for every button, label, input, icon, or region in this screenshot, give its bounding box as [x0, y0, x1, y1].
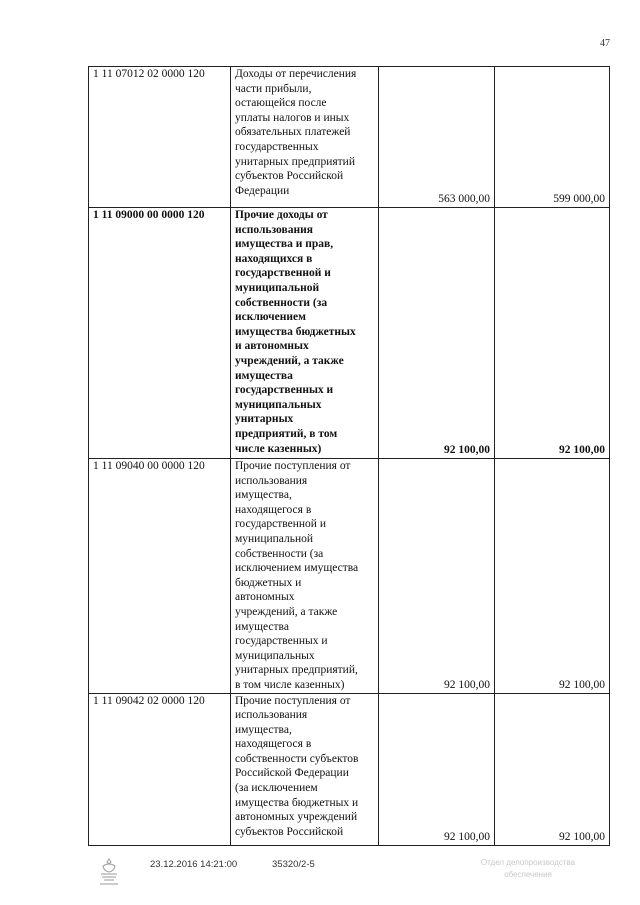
income-name-line: в том числе казенных): [235, 678, 345, 691]
income-name-line: находящегося в: [235, 738, 312, 751]
income-name-line: имущества бюджетных: [235, 325, 356, 338]
registry-seal-icon: [96, 857, 122, 887]
income-name-line: муниципальных: [235, 398, 322, 411]
income-name-line: предприятий, в том: [235, 427, 338, 440]
income-name-line: муниципальных: [235, 649, 315, 662]
table-row: [89, 67, 610, 208]
income-name-line: имущества: [235, 620, 289, 633]
income-name-line: собственности субъектов: [235, 752, 359, 765]
income-name-line: государственной и: [235, 267, 331, 280]
income-name-line: части прибыли,: [235, 82, 312, 95]
footer-watermark-line-2: обеспечения: [504, 870, 552, 879]
income-code-cell: 1 11 09000 00 0000 120: [89, 208, 231, 459]
budget-table: [88, 66, 610, 846]
income-name-line: находящихся в: [235, 252, 313, 265]
amount-year-1-cell: 92 100,00: [379, 208, 495, 459]
amount-year-2-cell: 92 100,00: [495, 693, 610, 845]
income-name-line: Прочие доходы от: [235, 209, 328, 221]
amount-year-1-cell: 92 100,00: [379, 459, 495, 694]
amount-year-2-cell: 92 100,00: [495, 459, 610, 694]
income-name-line: имущества и прав,: [235, 238, 334, 251]
table-row: [89, 208, 610, 459]
amount-year-2-cell: 92 100,00: [495, 208, 610, 459]
footer-timestamp: 23.12.2016 14:21:00: [150, 859, 238, 870]
income-name-line: Доходы от перечисления: [235, 68, 357, 80]
income-code-cell: 1 11 09042 02 0000 120: [89, 693, 231, 845]
budget-table-body: [89, 67, 610, 846]
page-footer: [0, 859, 640, 899]
income-name-line: муниципальной: [235, 281, 320, 294]
income-name-line: унитарных: [235, 413, 294, 426]
income-name-line: автономных: [235, 591, 295, 604]
income-name-line: субъектов Российской: [235, 170, 344, 183]
amount-year-1-cell: 92 100,00: [379, 693, 495, 845]
income-name-line: государственных и: [235, 384, 334, 397]
income-name-line: учреждений, а также: [235, 354, 344, 367]
income-name-cell: [231, 67, 379, 208]
income-name-cell: [231, 208, 379, 459]
income-name-cell: [231, 459, 379, 694]
amount-year-1-cell: 563 000,00: [379, 67, 495, 208]
income-name-line: имущества,: [235, 489, 292, 502]
income-name-line: собственности (за: [235, 547, 324, 560]
income-name-line: обязательных платежей: [235, 126, 351, 139]
income-name-line: имущества: [235, 369, 293, 382]
income-name-line: использования: [235, 223, 313, 236]
income-name-line: Прочие поступления от: [235, 694, 351, 707]
income-name-line: муниципальной: [235, 532, 314, 545]
income-name-line: государственных: [235, 140, 319, 153]
income-code-cell: 1 11 09040 00 0000 120: [89, 459, 231, 694]
footer-watermark-line-1: Отдел делопроизводства: [480, 858, 576, 867]
income-name-line: учреждений, а также: [235, 605, 338, 618]
income-name-line: государственной и: [235, 518, 326, 531]
income-name-line: Федерации: [235, 184, 290, 197]
footer-document-number: 35320/2-5: [272, 859, 315, 870]
income-name-line: остающейся после: [235, 97, 327, 110]
income-name-cell: [231, 693, 379, 845]
footer-watermark: [448, 857, 608, 881]
income-name-line: имущества,: [235, 723, 292, 736]
income-name-line: числе казенных): [235, 442, 322, 455]
income-name-line: имущества бюджетных и: [235, 796, 359, 809]
income-name-line: уплаты налогов и иных: [235, 111, 350, 124]
income-name-line: исключением имущества: [235, 562, 359, 575]
income-name-line: субъектов Российской: [235, 825, 344, 838]
income-name-line: использования: [235, 709, 308, 722]
income-name-line: автономных учреждений: [235, 811, 358, 824]
income-name-line: и автономных: [235, 340, 309, 353]
page-number: 47: [600, 38, 610, 49]
income-name-line: бюджетных и: [235, 576, 302, 589]
income-name-line: (за исключением: [235, 782, 318, 795]
table-row: [89, 459, 610, 694]
income-name-line: унитарных предприятий,: [235, 664, 358, 677]
amount-year-2-cell: 599 000,00: [495, 67, 610, 208]
income-name-line: государственных и: [235, 635, 328, 648]
income-name-line: Российской Федерации: [235, 767, 349, 780]
income-name-line: Прочие поступления от: [235, 460, 351, 472]
income-name-line: унитарных предприятий: [235, 155, 355, 168]
income-name-line: находящегося в: [235, 503, 312, 516]
income-code-cell: 1 11 07012 02 0000 120: [89, 67, 231, 208]
table-row: [89, 693, 610, 845]
income-name-line: использования: [235, 474, 308, 487]
income-name-line: собственности (за: [235, 296, 328, 309]
income-name-line: исключением: [235, 311, 306, 324]
